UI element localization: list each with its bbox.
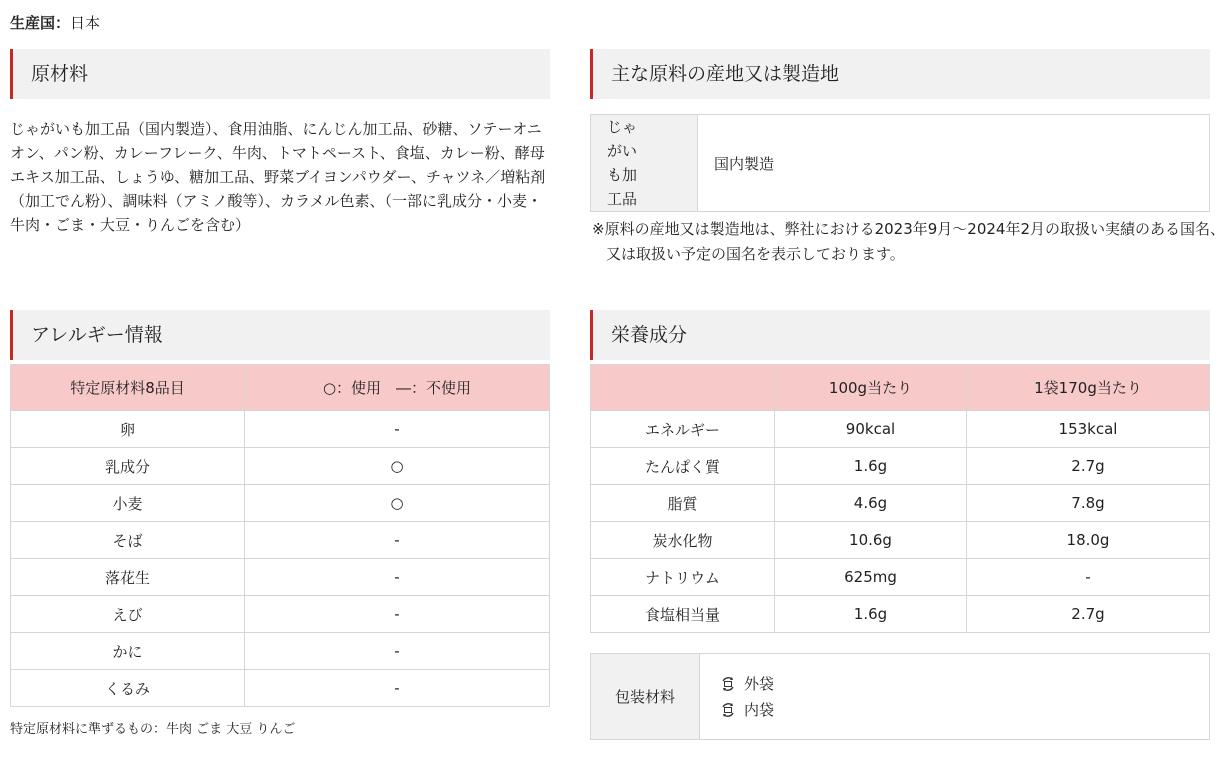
packaging-item-label: 内袋 <box>744 700 775 719</box>
nutrition-header-blank <box>591 365 775 411</box>
nutrient-per-100g: 625mg <box>775 559 967 596</box>
allergen-status: ○ <box>245 485 550 522</box>
nutrient-name: エネルギー <box>591 411 775 448</box>
plastic-recycle-icon <box>720 702 736 718</box>
allergen-name: 小麦 <box>11 485 245 522</box>
main-origin-value: 国内製造 <box>698 115 1210 212</box>
table-row <box>11 522 550 559</box>
nutrient-per-100g: 10.6g <box>775 522 967 559</box>
table-row <box>591 411 1210 448</box>
nutrient-per-bag: 2.7g <box>967 448 1210 485</box>
origin-label: 生産国： <box>10 14 71 32</box>
main-origin-heading: 主な原料の産地又は製造地 <box>590 49 1210 99</box>
plastic-recycle-icon <box>720 676 736 692</box>
table-row <box>11 633 550 670</box>
packaging-items <box>700 654 1210 740</box>
nutrient-per-bag: 7.8g <box>967 485 1210 522</box>
allergen-name: かに <box>11 633 245 670</box>
nutrient-name: たんぱく質 <box>591 448 775 485</box>
nutrient-per-100g: 1.6g <box>775 448 967 485</box>
allergy-header-legend: ○：使用 ―：不使用 <box>245 365 550 411</box>
allergen-status: - <box>245 411 550 448</box>
nutrient-per-bag: 18.0g <box>967 522 1210 559</box>
ingredients-heading: 原材料 <box>10 49 550 99</box>
table-row <box>11 596 550 633</box>
allergy-table <box>10 364 550 707</box>
origin-value: 日本 <box>70 14 101 32</box>
nutrient-name: 食塩相当量 <box>591 596 775 633</box>
table-row <box>11 485 550 522</box>
main-origin-label: じゃがいも加工品 <box>591 115 698 212</box>
allergy-note: 特定原材料に準ずるもの：牛肉 ごま 大豆 りんご <box>10 722 296 737</box>
table-row <box>11 411 550 448</box>
main-origin-note: ※原料の産地又は製造地は、弊社における2023年9月～2024年2月の取扱い実績のある国名、又は取扱い予定の国名を表示しております。 <box>592 220 1226 263</box>
ingredients-text: じゃがいも加工品（国内製造）、食用油脂、にんじん加工品、砂糖、ソテーオニオン、パン粉、カレーフレーク、牛肉、トマトペースト、食塩、カレー粉、酵母エキス加工品、しょうゆ、糖加工品、野菜ブイヨンパウダー、チャツネ／増粘剤（加工でん粉）、調味料（アミノ酸等）、カラメル色素、（一部に乳成分・小麦・牛肉・ごま・大豆・りんごを含む） <box>10 120 546 234</box>
nutrient-name: 脂質 <box>591 485 775 522</box>
allergen-name: 落花生 <box>11 559 245 596</box>
allergen-name: そば <box>11 522 245 559</box>
nutrient-name: 炭水化物 <box>591 522 775 559</box>
nutrition-table <box>590 364 1210 633</box>
nutrition-heading: 栄養成分 <box>590 310 1210 360</box>
nutrient-per-bag: 2.7g <box>967 596 1210 633</box>
packaging-table <box>590 653 1210 740</box>
nutrient-per-bag: 153kcal <box>967 411 1210 448</box>
nutrient-per-100g: 4.6g <box>775 485 967 522</box>
origin-line <box>10 12 100 33</box>
allergy-heading: アレルギー情報 <box>10 310 550 360</box>
table-row <box>11 448 550 485</box>
allergy-header-row <box>11 365 550 411</box>
nutrition-header-100g: 100g当たり <box>775 365 967 411</box>
nutrient-per-100g: 1.6g <box>775 596 967 633</box>
nutrition-header-row <box>591 365 1210 411</box>
allergen-name: 乳成分 <box>11 448 245 485</box>
nutrition-header-bag: 1袋170g当たり <box>967 365 1210 411</box>
nutrient-per-bag: - <box>967 559 1210 596</box>
table-row <box>591 115 1210 212</box>
packaging-label: 包装材料 <box>591 654 700 740</box>
table-row <box>591 596 1210 633</box>
table-row <box>591 654 1210 740</box>
table-row <box>591 559 1210 596</box>
allergen-name: 卵 <box>11 411 245 448</box>
allergen-status: - <box>245 633 550 670</box>
allergen-status: - <box>245 522 550 559</box>
allergen-status: - <box>245 559 550 596</box>
main-origin-table <box>590 114 1210 212</box>
nutrient-name: ナトリウム <box>591 559 775 596</box>
packaging-item <box>720 671 1209 697</box>
table-row <box>11 559 550 596</box>
allergen-name: えび <box>11 596 245 633</box>
packaging-item-label: 外袋 <box>744 674 775 693</box>
allergen-name: くるみ <box>11 670 245 707</box>
packaging-item <box>720 697 1209 723</box>
table-row <box>591 522 1210 559</box>
allergen-status: - <box>245 596 550 633</box>
allergen-status: - <box>245 670 550 707</box>
table-row <box>11 670 550 707</box>
table-row <box>591 485 1210 522</box>
nutrient-per-100g: 90kcal <box>775 411 967 448</box>
table-row <box>591 448 1210 485</box>
allergen-status: ○ <box>245 448 550 485</box>
allergy-header-item: 特定原材料8品目 <box>11 365 245 411</box>
